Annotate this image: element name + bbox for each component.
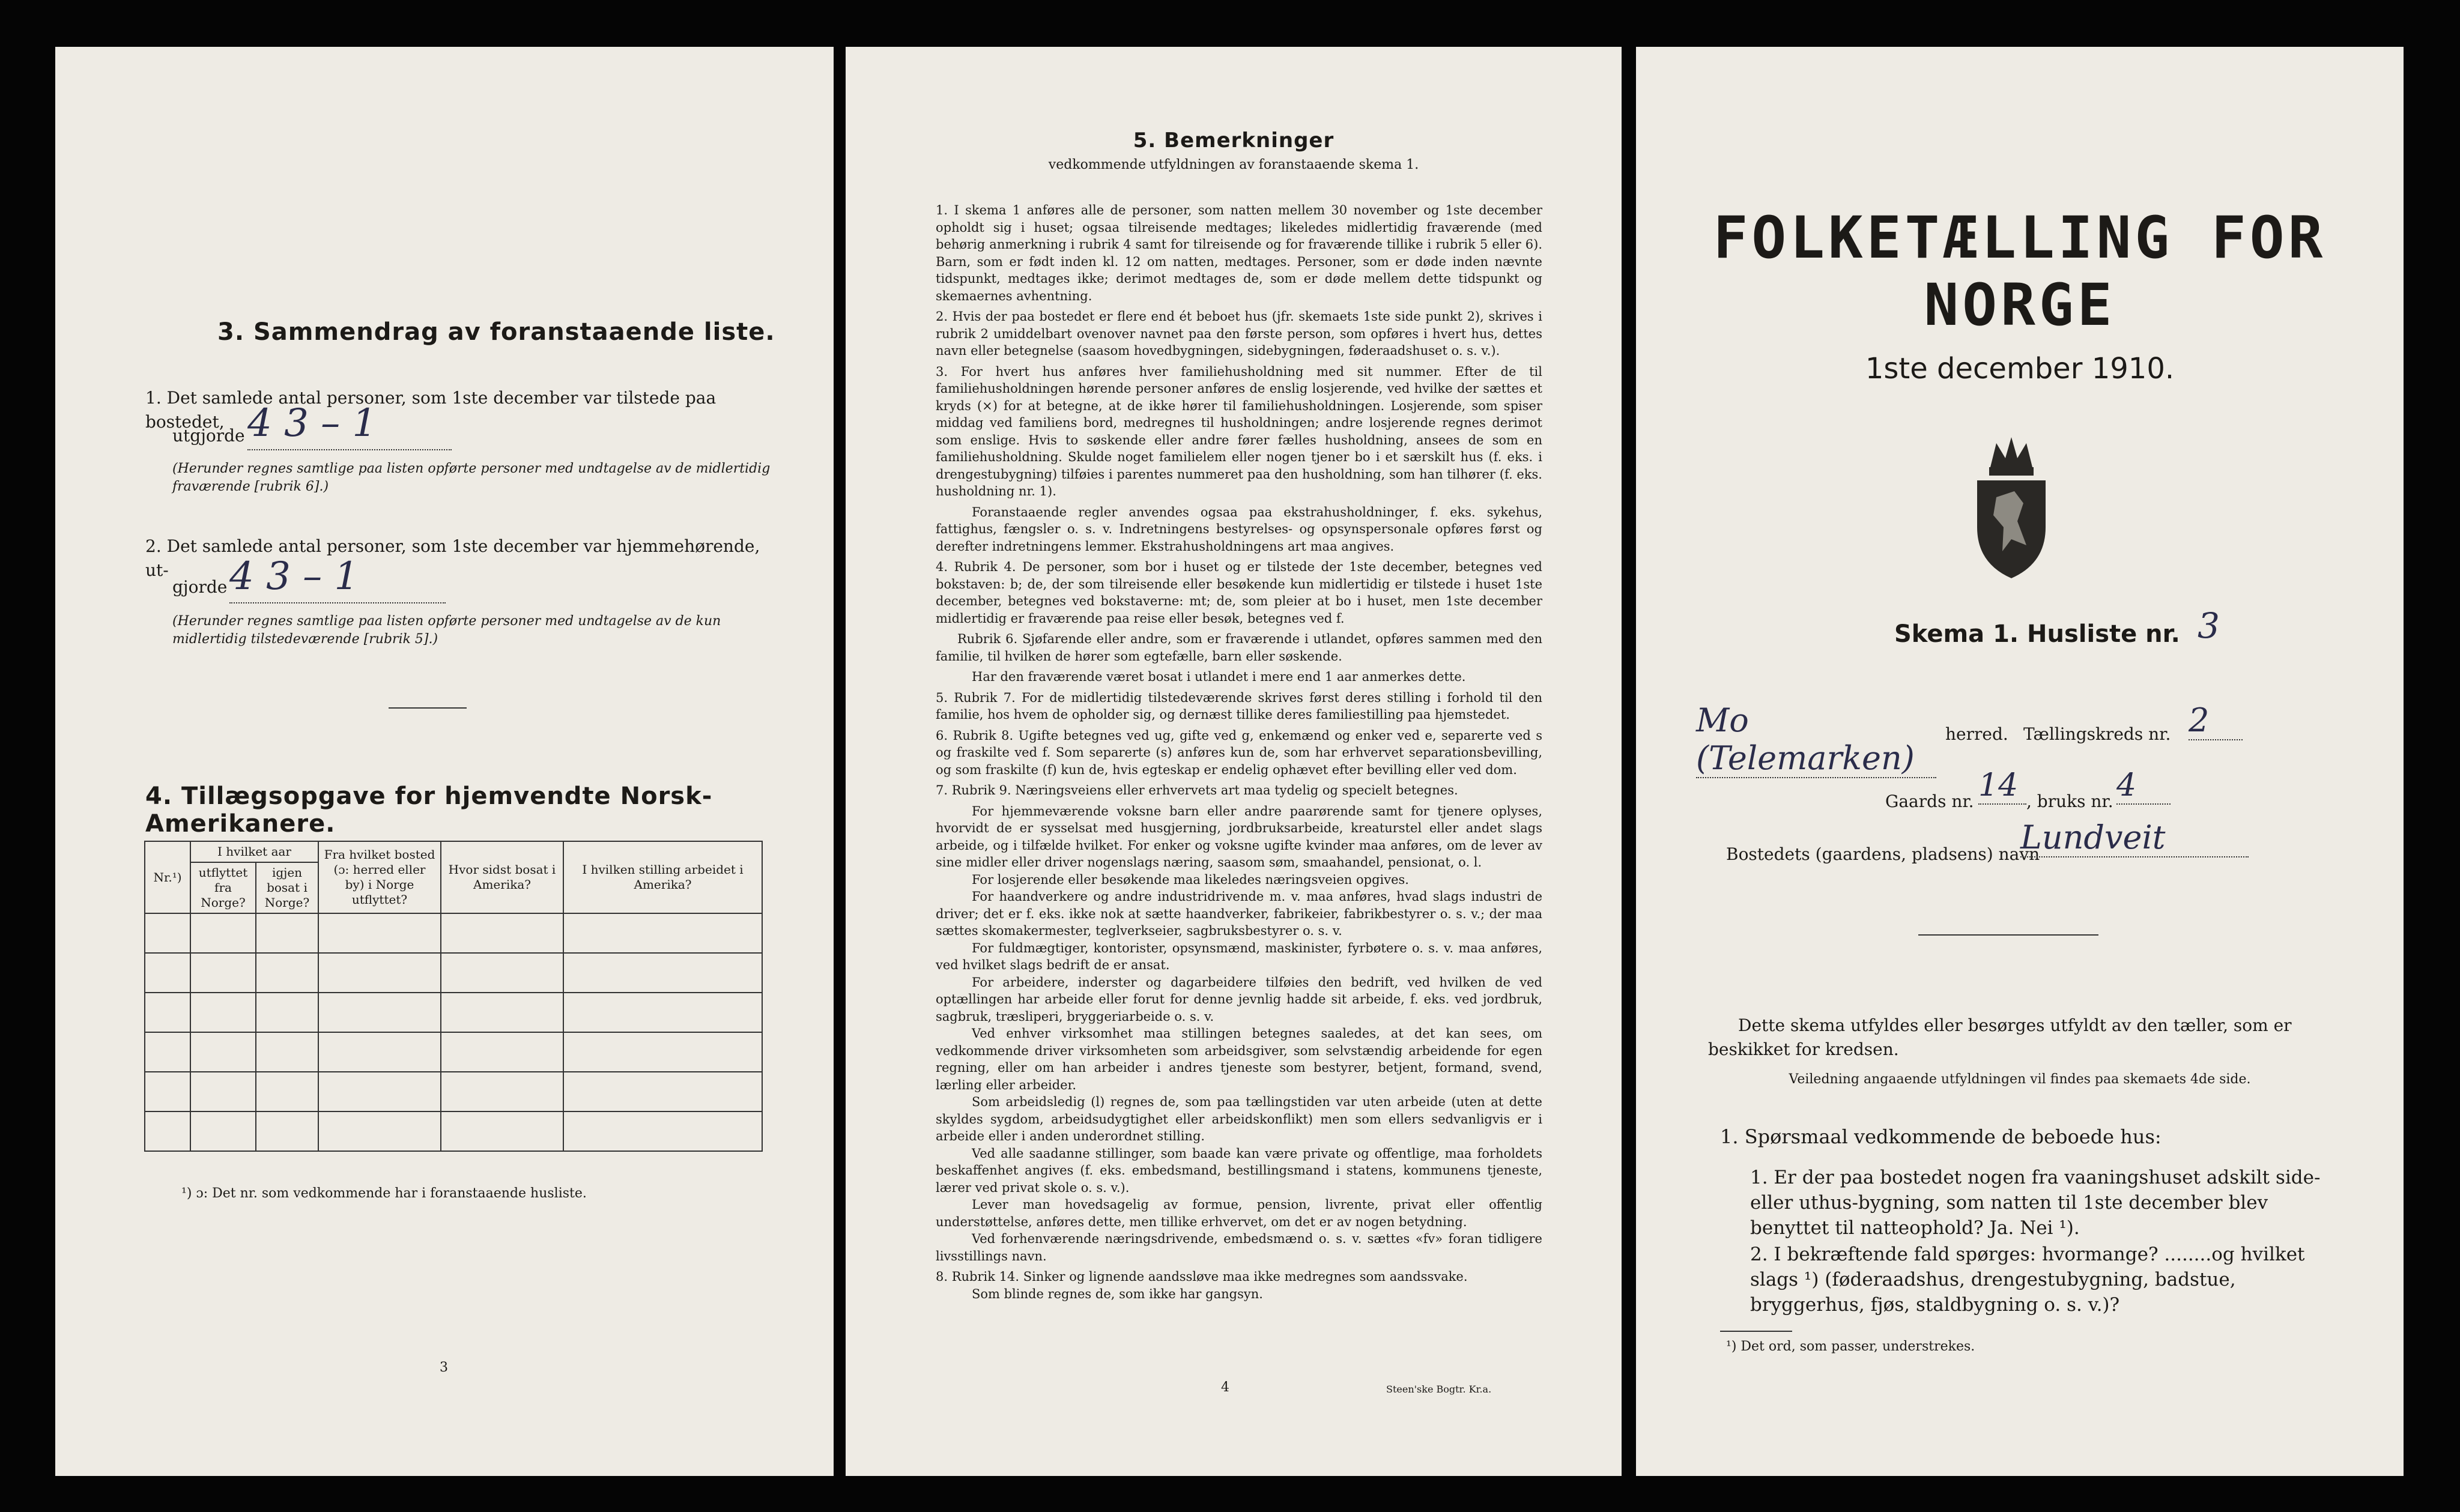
remark-4: 4. Rubrik 4. De personer, som bor i huset og er tilstede der 1ste december, betegnes ved bokstaven: b; de, der som tilreisende eller besøkende kun midlertidig er tilstede i huset 1ste december, betegnes ved bokstaverne: mt; de, som pleier at bo i huset, men 1ste december midlertidig er fraværende paa reise eller besøk, betegnes ved f. bbox=[936, 560, 1542, 626]
question-2: 2. I bekræftende fald spørges: hvormange? ........og hvilket slags ¹) (føderaadshus, drengestubygning, badstue, bryggerhus, fjøs, staldbygning o. s. v.)? bbox=[1750, 1244, 2305, 1316]
divider bbox=[389, 707, 467, 709]
remark-4b: Rubrik 6. Sjøfarende eller andre, som er fraværende i utlandet, opføres sammen med den familie, til hvilken de hører som egtefælle, barn eller søskende. bbox=[936, 632, 1542, 664]
bruk-label: , bruks nr. bbox=[2026, 791, 2113, 811]
question-section-title: 1. Spørsmaal vedkommende de beboede hus: bbox=[1720, 1125, 2162, 1148]
col-job: I hvilken stilling arbeidet i Amerika? bbox=[563, 841, 762, 913]
remark-7e: For fuldmægtiger, kontorister, opsynsmænd, maskinister, fyrbøtere o. s. v. maa anføres, ved hvilket slags bedrift de er ansat. bbox=[936, 940, 1542, 972]
item-1-handwritten-count: 4 3 – 1 bbox=[247, 401, 452, 450]
remark-3: 3. For hvert hus anføres hver familiehusholdning med sit nummer. Efter de til familiehusholdningen hørende personer anføres de enslig losjerende, ved hvilke der sættes et kryds (×) for at betegne, at de ikke hører til familiehusholdningen. Losjerende, som spiser middag ved familiens bord, medregnes til husholdningen; andre losjerende regnes derimot som enslige. Hvis to søskende eller andre fører fælles husholdning, ansees de som en familiehusholdning. Skulde noget familielem eller nogen tjener bo i et særskilt hus (f. eks. i drengestubygning) tilføies i parentes nummeret paa den husholdning, som han tilhører (f. eks. husholdning nr. 1). bbox=[936, 364, 1542, 498]
skema-label: Skema 1. Husliste nr. bbox=[1894, 620, 2180, 648]
norsk-amerikanere-table bbox=[144, 841, 763, 1152]
remarks-title: 5. Bemerkninger bbox=[1133, 129, 1335, 153]
remark-4c: Har den fraværende været bosat i utlandet i mere end 1 aar anmerkes dette. bbox=[972, 670, 1466, 684]
ornament-divider bbox=[1918, 934, 2098, 936]
remarks-body bbox=[936, 202, 1542, 1306]
remarks-subtitle: vedkommende utfyldningen av foranstaaende skema 1. bbox=[1048, 157, 1419, 172]
remark-8b: Som blinde regnes de, som ikke har gangsyn. bbox=[972, 1286, 1263, 1301]
remark-5: 5. Rubrik 7. For de midlertidig tilstedeværende skrives først deres stilling i forhold til den familie, hos hvem de opholder sig, og dernæst tillike deres familiestilling paa hjemstedet. bbox=[936, 690, 1542, 722]
census-date: 1ste december 1910. bbox=[1865, 352, 2175, 386]
page-1-cover bbox=[1636, 47, 2404, 1476]
krets-handwritten: 2 bbox=[2189, 701, 2243, 740]
item-2-handwritten-count: 4 3 – 1 bbox=[229, 554, 446, 603]
herred-handwritten: Mo (Telemarken) bbox=[1696, 701, 1936, 778]
section-4-title: 4. Tillægsopgave for hjemvendte Norsk-Amerikanere. bbox=[145, 782, 713, 838]
page-3-summary bbox=[55, 47, 834, 1476]
krets-label: Tællingskreds nr. bbox=[2023, 724, 2171, 744]
table-row bbox=[145, 1111, 762, 1151]
remark-3b: Foranstaaende regler anvendes ogsaa paa ekstrahusholdninger, f. eks. sykehus, fattighus, fængsler o. s. v. Indretningens bestyrelses- og opsynspersonale opføres først og derefter indretningens lemmer. Ekstrahusholdningens art maa angives. bbox=[936, 504, 1542, 554]
page-number: 4 bbox=[1221, 1380, 1229, 1395]
remark-1: 1. I skema 1 anføres alle de personer, som natten mellem 30 november og 1ste december opholdt sig i huset; ogsaa tilreisende medtages; likeledes midlertidig fraværende (med behørig anmerkning i rubrik 4 samt for tilreisende og for fraværende tillike i rubrik 5 eller 6). Barn, som er født inden kl. 12 om natten, medtages. Personer, som er døde inden nævnte tidspunkt, medtages ikke; derimot medtages de, som er døde mellem dette tidspunkt og skemaernes avhentning. bbox=[936, 203, 1542, 303]
item-1-label: utgjorde bbox=[172, 426, 245, 446]
gaard-label: Gaards nr. bbox=[1885, 791, 1974, 811]
col-nr: Nr.¹) bbox=[145, 841, 190, 913]
item-1-text: 1. Det samlede antal personer, som 1ste december var tilstede paa bostedet, bbox=[145, 388, 716, 432]
remark-7h: Som arbeidsledig (l) regnes de, som paa tællingstiden var uten arbeide (uten at dette skyldes sygdom, arbeidsudygtighet eller arbeidskonflikt) men som ellers sedvanligvis er i arbeide eller i anden underordnet stilling. bbox=[936, 1095, 1542, 1143]
item-1-note: (Herunder regnes samtlige paa listen opførte personer med undtagelse av de midlertidig fraværende [rubrik 6].) bbox=[172, 461, 771, 494]
remark-7i: Ved alle saadanne stillinger, som baade kan være private og offentlige, maa forholdets beskaffenhet angives (f. eks. embedsmand, bestillingsmand i statens, kommunens tjeneste, lærer ved privat skole o. s. v.). bbox=[936, 1146, 1542, 1195]
remark-7j: Lever man hovedsagelig av formue, pension, livrente, privat eller offentlig understøttelse, anføres dette, men tillike erhvervet, om det er av nogen betydning. bbox=[936, 1197, 1542, 1229]
col-from: Fra hvilket bosted (ɔ: herred eller by) i Norge utflyttet? bbox=[318, 841, 441, 913]
item-2-note: (Herunder regnes samtlige paa listen opførte personer med undtagelse av de kun midlertidig tilstedeværende [rubrik 5].) bbox=[172, 614, 721, 647]
remark-7: 7. Rubrik 9. Næringsveiens eller erhvervets art maa tydelig og specielt betegnes. bbox=[936, 783, 1458, 797]
cover-footnote: ¹) Det ord, som passer, understrekes. bbox=[1726, 1339, 1975, 1354]
table-row bbox=[145, 993, 762, 1032]
remark-7b: For hjemmeværende voksne barn eller andre paarørende samt for tjenere oplyses, hvorvidt de er sysselsat med husgjerning, jordbruksarbeide, kreaturstel eller andet slags arbeide, og i tilfælde hvilket. For enker og voksne ugifte kvinder maa anføres, om de lever av sine midler eller driver nogenslags næring, saasom søm, smaahandel, pensionat, o. l. bbox=[936, 803, 1542, 869]
item-2-label: gjorde bbox=[172, 577, 228, 597]
bosted-handwritten: Lundveit bbox=[2020, 818, 2249, 857]
remark-7c: For losjerende eller besøkende maa likeledes næringsveien opgives. bbox=[972, 872, 1409, 887]
bosted-label: Bostedets (gaardens, pladsens) navn bbox=[1726, 844, 2040, 864]
intro-text: Dette skema utfyldes eller besørges utfyldt av den tæller, som er beskikket for kredsen. bbox=[1708, 1015, 2292, 1059]
remark-2: 2. Hvis der paa bostedet er flere end ét beboet hus (jfr. skemaets 1ste side punkt 2), skrives i rubrik 2 umiddelbart ovenover navnet paa den første person, som opføres i hvert hus, dettes navn eller betegnelse (saasom hovedbygningen, sidebygningen, føderaadshuset o. s. v.). bbox=[936, 309, 1542, 358]
gaard-handwritten: 14 bbox=[1978, 767, 2026, 805]
page-number: 3 bbox=[440, 1360, 448, 1375]
table-row bbox=[145, 1032, 762, 1072]
remark-7k: Ved forhenværende næringsdrivende, embedsmænd o. s. v. sættes «fv» foran tidligere livsstillings navn. bbox=[936, 1232, 1542, 1263]
section-3-title: 3. Sammendrag av foranstaaende liste. bbox=[217, 318, 775, 346]
herred-label: herred. bbox=[1945, 724, 2008, 744]
husliste-number-handwritten: 3 bbox=[2198, 605, 2220, 646]
census-title: FOLKETÆLLING FOR NORGE bbox=[1713, 204, 2327, 339]
question-1: 1. Er der paa bostedet nogen fra vaaningshuset adskilt side- eller uthus-bygning, som natten til 1ste december blev benyttet til natteophold? Ja. Nei ¹). bbox=[1750, 1167, 2321, 1239]
remark-7f: For arbeidere, inderster og dagarbeidere tilføies den bedrift, ved hvilken de ved optællingen har arbeide eller forut for denne jevnlig hadde sit arbeide, f. eks. ved jordbruk, sagbruk, træsliperi, bryggeriarbeide o. s. v. bbox=[936, 975, 1542, 1024]
remark-6: 6. Rubrik 8. Ugifte betegnes ved ug, gifte ved g, enkemænd og enker ved e, separerte ved s og fraskilte ved f. Som separerte (s) anføres kun de, som har erhvervet separationsbevilling, og som fraskilte (f) kun de, hvis egteskap er endelig ophævet efter bevilling eller ved dom. bbox=[936, 728, 1542, 777]
table-row bbox=[145, 913, 762, 953]
col-emig: utflyttet fra Norge? bbox=[190, 862, 256, 913]
table-footnote: ¹) ɔ: Det nr. som vedkommende har i foranstaaende husliste. bbox=[181, 1186, 587, 1201]
footnote-rule bbox=[1720, 1331, 1792, 1332]
item-2-text: 2. Det samlede antal personer, som 1ste december var hjemmehørende, ut- bbox=[145, 536, 760, 580]
remark-7g: Ved enhver virksomhet maa stillingen betegnes saaledes, at det kan sees, om vedkommende driver virksomheten som arbeidsgiver, som selvstændig arbeidende for egen regning, eller om han arbeider i andres tjeneste som bestyrer, betjent, formand, svend, lærling eller arbeider. bbox=[936, 1026, 1542, 1092]
table-row bbox=[145, 1072, 762, 1111]
remark-7d: For haandverkere og andre industridrivende m. v. maa anføres, hvad slags industri de driver; det er f. eks. ikke nok at sætte haandverker, fabrikeier, fabrikbestyrer o. s. v.; der maa sættes skomakermester, teglverkseier, sagbruksbestyrer o. s. v. bbox=[936, 889, 1542, 938]
table-row bbox=[145, 953, 762, 993]
intro-note: Veiledning angaaende utfyldningen vil findes paa skemaets 4de side. bbox=[1789, 1072, 2251, 1087]
col-year: I hvilket aar bbox=[190, 841, 318, 862]
col-back: igjen bosat i Norge? bbox=[256, 862, 318, 913]
norway-coat-of-arms-icon bbox=[1966, 431, 2056, 581]
bruk-handwritten: 4 bbox=[2116, 767, 2171, 805]
col-where: Hvor sidst bosat i Amerika? bbox=[441, 841, 563, 913]
remark-8: 8. Rubrik 14. Sinker og lignende aandssløve maa ikke medregnes som aandssvake. bbox=[936, 1269, 1468, 1284]
page-4-remarks bbox=[846, 47, 1622, 1476]
printer-imprint: Steen'ske Bogtr. Kr.a. bbox=[1386, 1383, 1492, 1395]
